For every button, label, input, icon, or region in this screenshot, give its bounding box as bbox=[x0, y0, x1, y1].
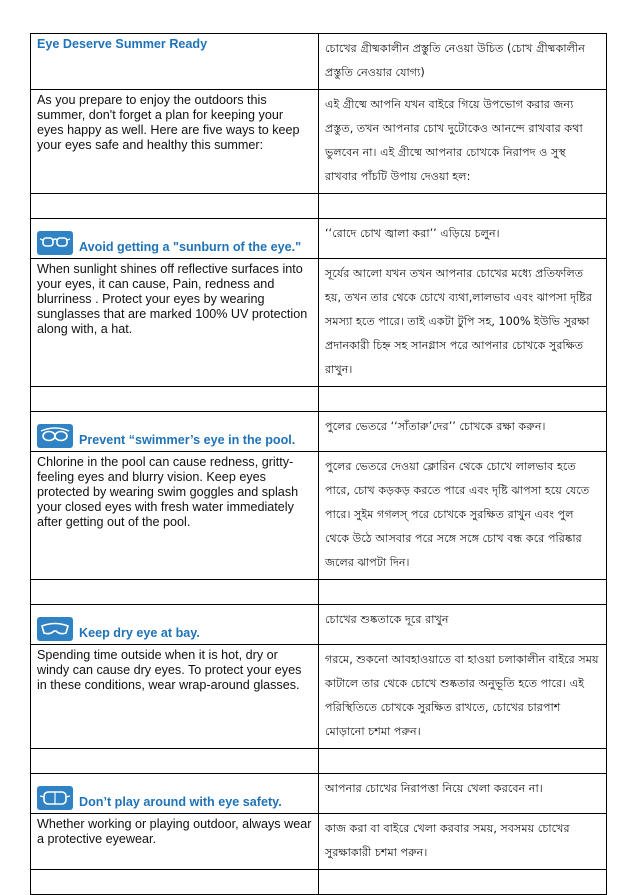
section-body-en: When sunlight shines off reflective surfaces into your eyes, it can cause, Pain, redness and blurriness . Protect your eyes by wearing sunglasses that are marked 100% UV protection along with, a hat. bbox=[31, 259, 319, 387]
section-heading-bn: পুলের ভেতরে ‘‘সাঁতারু’দের’’ চোখকে রক্ষা করুন। bbox=[319, 412, 607, 452]
spacer-row bbox=[31, 870, 607, 895]
empty-cell bbox=[31, 749, 319, 774]
empty-cell bbox=[31, 870, 319, 895]
section-heading-row bbox=[31, 219, 607, 259]
empty-cell bbox=[319, 870, 607, 895]
title-en: Eye Deserve Summer Ready bbox=[31, 34, 319, 90]
section-heading-label: Don’t play around with eye safety. bbox=[79, 795, 282, 809]
empty-cell bbox=[319, 580, 607, 605]
spacer-row bbox=[31, 194, 607, 219]
section-body-row bbox=[31, 645, 607, 749]
section-body-en: Whether working or playing outdoor, always wear a protective eyewear. bbox=[31, 814, 319, 870]
empty-cell bbox=[319, 749, 607, 774]
section-heading-label: Keep dry eye at bay. bbox=[79, 626, 200, 640]
empty-cell bbox=[319, 387, 607, 412]
swim-goggles-icon bbox=[37, 424, 73, 448]
section-heading-label: Avoid getting a "sunburn of the eye." bbox=[79, 240, 302, 254]
section-body-bn: পুলের ভেতরে দেওয়া ক্লোরিন থেকে চোখে লালভাব হতে পারে, চোখ কড়কড় করতে পারে এবং দৃষ্টি ঝাপসা হয়ে যেতে পারে। সুইম গগলস্ পরে চোখকে সুরক্ষিত রাখুন এবং পুল থেকে উঠে আসবার পরে সঙ্গে সঙ্গে চোখ বন্ধ করে পরিষ্কার জলের ঝাপটা দিন। bbox=[319, 452, 607, 580]
section-heading-bn: ‘‘রোদে চোখ জ্বালা করা’’ এড়িয়ে চলুন। bbox=[319, 219, 607, 259]
section-body-row bbox=[31, 814, 607, 870]
section-body-bn: কাজ করা বা বাইরে খেলা করবার সময়, সবসময় চোখের সুরক্ষাকারী চশমা পরুন। bbox=[319, 814, 607, 870]
section-body-bn: সূর্যের আলো যখন তখন আপনার চোখের মধ্যে প্রতিফলিত হয়, তখন তার থেকে চোখে ব্যথা,লালভাব এবং ঝাপসা দৃষ্টির সমস্যা হতে পারে। তাই একটা টুপি সহ, 100% ইউভি সুরক্ষা প্রদানকারী চিহ্ন সহ সানগ্লাস পরে আপনার চোখকে সুরক্ষিত রাখুন। bbox=[319, 259, 607, 387]
bilingual-table bbox=[30, 33, 607, 895]
section-heading-en bbox=[31, 412, 319, 452]
intro-bn: এই গ্রীষ্মে আপনি যখন বাইরে গিয়ে উপভোগ করার জন্য প্রস্তুত, তখন আপনার চোখ দুটোকেও আনন্দে রাখবার কথা ভুলবেন না। এই গ্রীষ্মে আপনার চোখকে নিরাপদ ও সুস্থ রাখবার পাঁচটি উপায় দেওয়া হল: bbox=[319, 90, 607, 194]
section-body-row bbox=[31, 259, 607, 387]
title-row bbox=[31, 34, 607, 90]
empty-cell bbox=[31, 194, 319, 219]
title-bn: চোখের গ্রীষ্মকালীন প্রস্তুতি নেওয়া উচিত (চোখ গ্রীষ্মকালীন প্রস্তুতি নেওয়ার যোগ্য) bbox=[319, 34, 607, 90]
section-body-en: Chlorine in the pool can cause redness, gritty-feeling eyes and blurry vision. Keep eyes protected by wearing swim goggles and splash your closed eyes with fresh water immediately after getting out of the pool. bbox=[31, 452, 319, 580]
section-heading-row bbox=[31, 605, 607, 645]
empty-cell bbox=[31, 387, 319, 412]
intro-row bbox=[31, 90, 607, 194]
sunglasses-icon bbox=[37, 231, 73, 255]
section-body-row bbox=[31, 452, 607, 580]
section-body-bn: গরমে, শুকনো আবহাওয়াতে বা হাওয়া চলাকালীন বাইরে সময় কাটালে তার থেকে চোখে শুষ্কতার অনুভূতি হতে পারে। এই পরিস্থিতিতে চোখকে সুরক্ষিত রাখতে, চোখের চারপাশ মোড়ানো চশমা পরুন। bbox=[319, 645, 607, 749]
section-heading-en bbox=[31, 219, 319, 259]
section-heading-bn: চোখের শুষ্কতাকে দূরে রাখুন bbox=[319, 605, 607, 645]
spacer-row bbox=[31, 749, 607, 774]
empty-cell bbox=[31, 580, 319, 605]
document-page bbox=[30, 33, 606, 895]
safety-goggles-icon bbox=[37, 786, 73, 810]
spacer-row bbox=[31, 387, 607, 412]
intro-en: As you prepare to enjoy the outdoors this summer, don't forget a plan for keeping your eyes happy as well. Here are five ways to keep your eyes safe and healthy this summer: bbox=[31, 90, 319, 194]
section-heading-en bbox=[31, 605, 319, 645]
section-heading-en bbox=[31, 774, 319, 814]
wraparound-glasses-icon bbox=[37, 617, 73, 641]
section-heading-row bbox=[31, 412, 607, 452]
empty-cell bbox=[319, 194, 607, 219]
section-body-en: Spending time outside when it is hot, dry or windy can cause dry eyes. To protect your eyes in these conditions, wear wrap-around glasses. bbox=[31, 645, 319, 749]
spacer-row bbox=[31, 580, 607, 605]
section-heading-row bbox=[31, 774, 607, 814]
section-heading-label: Prevent “swimmer’s eye in the pool. bbox=[79, 433, 296, 447]
section-heading-bn: আপনার চোখের নিরাপত্তা নিয়ে খেলা করবেন না। bbox=[319, 774, 607, 814]
